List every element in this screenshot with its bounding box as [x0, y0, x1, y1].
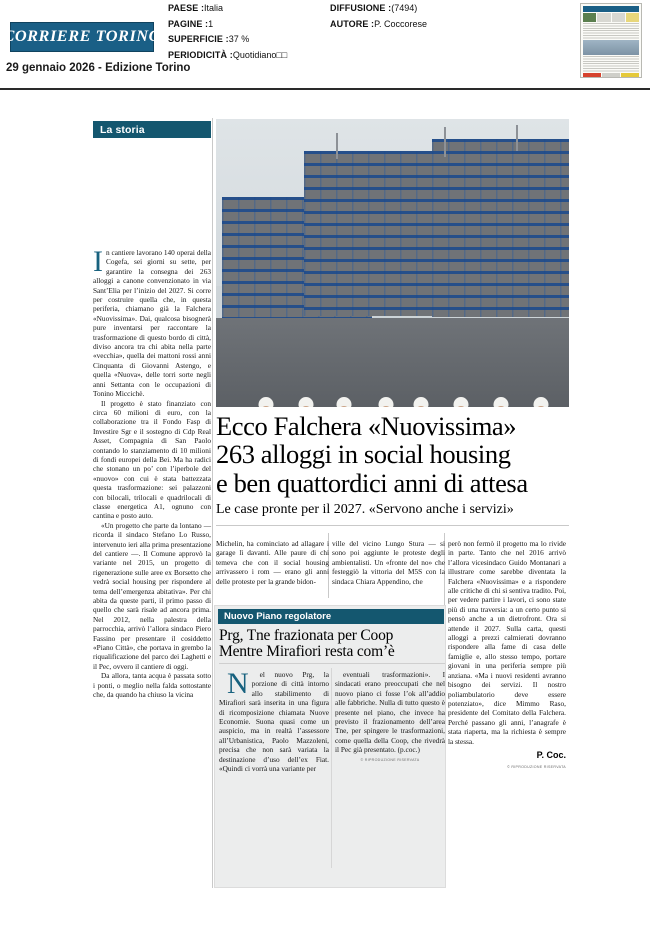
- article-column-4: [448, 539, 566, 769]
- article-subhead: Le case pronte per il 2027. «Servono anche i servizi»: [216, 502, 514, 518]
- paragraph: [219, 667, 329, 774]
- metadata-value: P. Coccorese: [374, 18, 428, 29]
- thumbnail-cell: [583, 73, 601, 78]
- photo-crane-mast: [516, 125, 518, 151]
- secondary-headline-rule: [219, 663, 445, 664]
- headline-line-2: 263 alloggi in social housing: [216, 439, 511, 470]
- metadata-key: PERIODICITÀ :: [168, 49, 233, 60]
- metadata-column-right: [330, 4, 427, 35]
- thumbnail-text-lines: [583, 56, 639, 72]
- headline-line-3: e ben quattordici anni di attesa: [216, 467, 528, 498]
- metadata-value: (7494): [391, 3, 418, 13]
- metadata-key: PAGINE :: [168, 18, 209, 29]
- metadata-value: Quotidiano□□: [232, 49, 288, 60]
- header-divider-rule: [0, 88, 650, 90]
- thumbnail-cell: [626, 13, 639, 22]
- secondary-column-right: [335, 670, 445, 762]
- secondary-kicker-badge: [218, 609, 444, 624]
- paragraph: Il progetto è stato finanziato con circa 60 milioni di euro, con la collaborazione tra il Fondo Fasp di Investire Sgr e il sostegno di Cdp Real Asset, Compagnia di San Paolo contando lo stanziamento di 10 milioni di fondi europei della Bei. Ma ha radici che stonano un po’ con l’iperbole del «nuovo» con cui è stata battezzata questa trasformazione: sei palazzoni con bilocali, trilocali e quadrilocali di classe energetica A1, ognuno con cantina e posto auto.: [93, 398, 211, 521]
- drop-cap: N: [227, 667, 249, 700]
- paragraph: «Un progetto che parte da lontano — ricorda il sindaco Stefano Lo Russo, intervenuto ieri alla prima presentazione del cantiere —. Il Comune approvò la variante nel 2015, un progetto di rigenerazione sulle aree ex Borsetto che vedrà social housing per rispondere al tema dell’emergenza abitativa». Per chi abita da queste parti, il primo passo di quello che sarà risale ad ancora prima. Nel 2012, nella palestra della parrocchia, arrivò l’allora sindaco Piero Fassino per presentare il cosiddetto «Piano Città», che portava in grembo la riqualificazione del parco dei Laghetti e il Pec, ovvero il cantiere di oggi.: [93, 520, 211, 671]
- metadata-value: 1: [208, 18, 214, 29]
- secondary-kicker-label: Nuovo Piano regolatore: [224, 611, 332, 622]
- column-rule: [212, 118, 213, 888]
- main-article: [88, 118, 570, 888]
- metadata-key: SUPERFICIE :: [168, 34, 229, 44]
- thumbnail-cell: [621, 73, 639, 78]
- metadata-row-diffusione: [330, 4, 427, 13]
- article-byline: P. Coc.: [536, 749, 566, 760]
- thumbnail-cell: [602, 73, 620, 78]
- article-kicker-badge: [93, 121, 211, 138]
- paragraph: però non fermò il progetto ma lo rivide in parte. Tanto che nel 2016 arrivò l’allora vicesindaco Guido Montanari a illustrare come sarebbe diventata la Falchera «Nuovissima» e a rispondere alle critiche di chi si sentiva tradito. Poi, per vedere partire i lavori, ci sono state più di una traversia: a un certo punto si pensò anche a un dietrofront. Ora si attende il 2027. Sulla carta, questi alloggi a prezzi calmierati dovranno rispondere alla fame di casa delle famiglie e, allo stesso tempo, portare giovani in una periferia sempre più anziana. «Ma i nuovi residenti avranno bisogno dei servizi. Il nostro poliambulatorio deve essere potenziato», dice Mimmo Raso, presidente del Comitato della Falchera. Perché passano gli anni, l’anagrafe è stata riaperta, ma la richiesta è sempre la stessa.: [448, 539, 566, 746]
- metadata-row-superficie: [168, 35, 287, 44]
- column-rule: [331, 668, 332, 868]
- secondary-article: [214, 605, 446, 888]
- metadata-key: DIFFUSIONE :: [330, 3, 392, 13]
- publication-name: CORRIERE TORINO: [3, 28, 161, 45]
- article-photo: [216, 119, 569, 407]
- thumbnail-masthead-band: [583, 6, 639, 12]
- drop-cap: I: [93, 245, 103, 278]
- metadata-row-periodicita: [168, 51, 287, 60]
- front-page-thumbnail: [580, 3, 642, 78]
- article-column-1: [93, 245, 211, 700]
- publication-masthead: [3, 22, 161, 52]
- metadata-row-paese: [168, 4, 287, 13]
- article-kicker-label: La storia: [100, 123, 145, 136]
- photo-ground: [216, 318, 569, 407]
- copyright-notice: © RIPRODUZIONE RISERVATA: [507, 764, 566, 769]
- headline-line-1: Ecco Falchera «Nuovissima»: [216, 411, 517, 441]
- thumbnail-bottom-row: [583, 73, 639, 78]
- metadata-value: 37 %: [228, 34, 250, 44]
- scanned-page: [0, 92, 650, 934]
- metadata-key: PAESE :: [168, 3, 205, 13]
- thumbnail-text-lines: [583, 23, 639, 39]
- paragraph-text: el nuovo Prg, la porzione di città intorno allo stabilimento di Mirafiori sarà inserita in una figura di ricomposizione chiamata Nuove Economie. Suona quasi come un auspicio, ma in realtà l’assessore all’Urbanistica, Paolo Mazzoleni, precisa che non sarà variata la destinazione d’uso dell’ex Fiat. «Quindi ci vorrà una variante per: [219, 670, 329, 774]
- metadata-column-left: [168, 4, 287, 66]
- paragraph: Da allora, tanta acqua è passata sotto i ponti, o meglio nella falda sottostante che, da quando ha chiuso la vicina: [93, 671, 211, 700]
- metadata-row-autore: [330, 20, 427, 29]
- headline-block: [216, 412, 569, 526]
- metadata-value: Italia: [204, 3, 224, 13]
- secondary-headline-line-1: Prg, Tne frazionata per Coop: [219, 627, 394, 644]
- metadata-row-pagine: [168, 20, 287, 29]
- photo-crane-mast: [336, 133, 338, 159]
- secondary-headline-line-2: Mentre Mirafiori resta com’è: [219, 643, 395, 660]
- paragraph: Michelin, ha cominciato ad allagare i garage lì davanti. Alle paure di chi temeva che con il social housing arrivassero i rom — erano gli anni delle proteste per la grande bidon-: [216, 539, 329, 586]
- paragraph-text: n cantiere lavorano 140 operai della Cogefa, sei giorni su sette, per garantire la consegna dei 263 alloggi a canone convenzionato in via Sant’Elia per l’inizio del 2027. Si corre per costruire quella che, in questa periferia, chiamano già la Falchera «Nuovissima». Dai, qualcosa bisognerà pure inventarsi per raccontare la trasformazione di questo bordo di città, diviso ancora tra chi abita nella parte «vecchia», quella dei mattoni rossi anni Cinquanta di Giovanni Astengo, e quella «Nuova», delle torri sorte negli anni Settanta con le occupazioni di Tonino Miccichè.: [93, 248, 211, 399]
- photo-crane-mast: [444, 127, 446, 157]
- photo-building-scaffold: [432, 139, 569, 317]
- clipping-header: [0, 0, 650, 92]
- paragraph: eventuali trasformazioni». I sindacati erano preoccupati che nel nuovo piano ci fosse l’ok all’addio alle fabbriche. Nulla di tutto questo è presente nel piano, che invece ha previsto il frazionamento dell’area Tne, per spingere le trasformazioni, come quella della Coop, che rivedrà il Pec già presentato. (p.coc.): [335, 670, 445, 755]
- metadata-key: AUTORE :: [330, 18, 375, 29]
- thumbnail-cell: [612, 13, 625, 22]
- headline-divider-rule: [216, 525, 569, 526]
- copyright-notice: © RIPRODUZIONE RISERVATA: [360, 757, 420, 762]
- paragraph: ville del vicino Lungo Stura — si sono poi aggiunte le proteste degli ambientalisti. Un «fronte del no» che festeggiò la vittoria del M5S con la sindaca Chiara Appendino, che: [332, 539, 445, 586]
- article-column-3-upper: [332, 539, 445, 586]
- paragraph: [93, 245, 211, 399]
- article-column-2-upper: [216, 539, 329, 586]
- thumbnail-cell: [583, 13, 596, 22]
- thumbnail-cell: [597, 13, 610, 22]
- thumbnail-row: [583, 13, 639, 22]
- clipping-date-line: 29 gennaio 2026 - Edizione Torino: [6, 62, 191, 74]
- secondary-column-left: [219, 667, 329, 774]
- thumbnail-photo: [583, 40, 639, 55]
